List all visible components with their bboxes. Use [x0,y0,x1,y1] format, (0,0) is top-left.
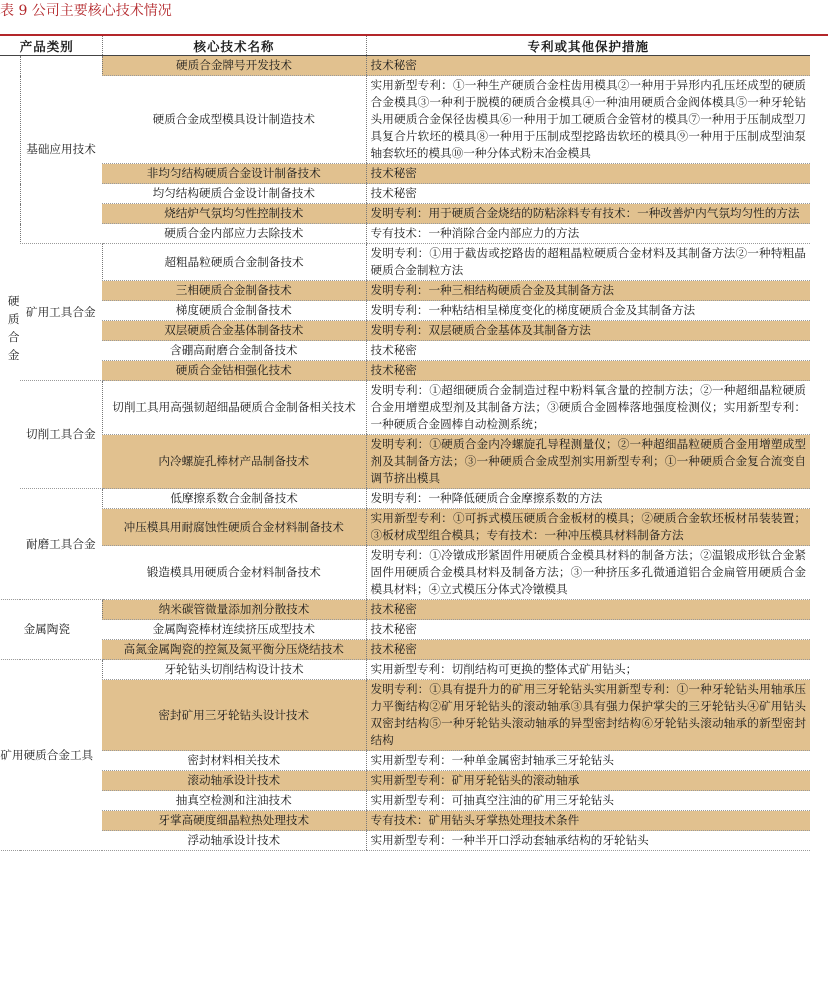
protection-cell: 实用新型专利：①一种生产硬质合金柱齿用模具②一种用于异形内孔压坯成型的硬质合金模具③一种利于脱模的硬质合金模具④一种油用硬质合金阀体模具⑤一种牙轮钻头用硬质合金保径齿模具⑥一种用于加工硬质合金管材的模具⑦一种用于压制成型刀具复合片软坯的模具⑧一种用于压制成型挖路齿软坯的模具⑨一种用于压制成型油泵轴套软坯的模具⑩一种分体式粉末冶金模具 [366,76,810,164]
header-product-category: 产品类别 [0,36,102,56]
protection-cell: 技术秘密 [366,164,810,184]
tech-name-cell: 冲压模具用耐腐蚀性硬质合金材料制备技术 [102,509,366,546]
table-row [0,164,810,184]
tech-name-cell: 含硼高耐磨合金制备技术 [102,341,366,361]
tech-name-cell: 非均匀结构硬质合金设计制备技术 [102,164,366,184]
table-row [0,509,810,546]
table-row [0,771,810,791]
category-label: 硬质合金 [7,293,20,362]
table-row [0,76,810,164]
tech-name-cell: 切削工具用高强韧超细晶硬质合金制备相关技术 [102,381,366,435]
table-row [0,361,810,381]
subcategory-cell: 耐磨工具合金 [20,489,102,600]
table-row [0,224,810,244]
tech-name-cell: 烧结炉气氛均匀性控制技术 [102,204,366,224]
protection-cell: 发明专利：一种降低硬质合金摩擦系数的方法 [366,489,810,509]
table-row [0,680,810,751]
table-caption: 表 9 公司主要核心技术情况 [0,3,172,19]
protection-cell: 实用新型专利：一种半开口浮动套轴承结构的牙轮钻头 [366,831,810,851]
protection-cell: 技术秘密 [366,341,810,361]
tech-name-cell: 牙轮钻头切削结构设计技术 [102,660,366,680]
tech-name-cell: 密封材料相关技术 [102,751,366,771]
table-row [0,184,810,204]
protection-cell: 技术秘密 [366,56,810,76]
protection-cell: 发明专利：用于硬质合金烧结的防粘涂料专有技术：一种改善炉内气氛均匀性的方法 [366,204,810,224]
protection-cell: 发明专利：双层硬质合金基体及其制备方法 [366,321,810,341]
protection-cell: 发明专利：①具有提升力的矿用三牙轮钻头实用新型专利：①一种牙轮钻头用轴承压力平衡结构②矿用牙轮钻头的滚动轴承③具有强力保护掌尖的三牙轮钻头④矿用钻头双密封结构⑤一种牙轮钻头滚动轴承的异型密封结构⑥牙轮钻头滚动轴承的新型密封结构 [366,680,810,751]
tech-name-cell: 三相硬质合金制备技术 [102,281,366,301]
tech-name-cell: 锻造模具用硬质合金材料制备技术 [102,546,366,600]
header-protection: 专利或其他保护措施 [366,36,810,56]
protection-cell: 实用新型专利：一种单金属密封轴承三牙轮钻头 [366,751,810,771]
table-row [0,244,810,281]
tech-name-cell: 双层硬质合金基体制备技术 [102,321,366,341]
table-body [0,56,810,851]
protection-cell: 发明专利：①用于截齿或挖路齿的超粗晶粒硬质合金材料及其制备方法②一种特粗晶硬质合金制粒方法 [366,244,810,281]
protection-cell: 发明专利：一种粘结相呈梯度变化的梯度硬质合金及其制备方法 [366,301,810,321]
tech-name-cell: 内冷螺旋孔棒材产品制备技术 [102,435,366,489]
core-tech-table [0,36,810,851]
protection-cell: 实用新型专利：①可拆式模压硬质合金板材的模具；②硬质合金软坯板材吊装装置；③板材成型组合模具；专有技术：一种冲压模具材料制备方法 [366,509,810,546]
tech-name-cell: 硬质合金钴相强化技术 [102,361,366,381]
protection-cell: 专有技术：矿用钻头牙掌热处理技术条件 [366,811,810,831]
category-cell: 矿用硬质合金工具 [0,660,102,851]
tech-name-cell: 低摩擦系数合金制备技术 [102,489,366,509]
tech-name-cell: 硬质合金内部应力去除技术 [102,224,366,244]
tech-name-cell: 均匀结构硬质合金设计制备技术 [102,184,366,204]
tech-name-cell: 滚动轴承设计技术 [102,771,366,791]
protection-cell: 技术秘密 [366,640,810,660]
table-row [0,620,810,640]
table-row [0,56,810,76]
subcategory-cell: 切削工具合金 [20,381,102,489]
table-row [0,811,810,831]
tech-name-cell: 抽真空检测和注油技术 [102,791,366,811]
table-row [0,660,810,680]
tech-name-cell: 浮动轴承设计技术 [102,831,366,851]
table-row [0,791,810,811]
table-row [0,321,810,341]
protection-cell: 发明专利：①冷镦成形紧固件用硬质合金模具材料的制备方法；②温锻成形钛合金紧固件用硬质合金模具材料及制备方法；③一种挤压多孔微通道铝合金扁管用硬质合金模具材料；④立式模压分体式冷镦模具 [366,546,810,600]
tech-name-cell: 牙掌高硬度细晶粒热处理技术 [102,811,366,831]
table-row [0,546,810,600]
tech-name-cell: 梯度硬质合金制备技术 [102,301,366,321]
protection-cell: 发明专利：一种三相结构硬质合金及其制备方法 [366,281,810,301]
tech-name-cell: 纳米碳管微量添加剂分散技术 [102,600,366,620]
table-row [0,831,810,851]
protection-cell: 发明专利：①超细硬质合金制造过程中粉料氧含量的控制方法；②一种超细晶粒硬质合金用增塑成型剂及其制备方法；③硬质合金圆棒落地强度检测仪；实用新型专利：一种硬质合金圆棒自动检测系统； [366,381,810,435]
protection-cell: 发明专利：①硬质合金内冷螺旋孔导程测量仪；②一种超细晶粒硬质合金用增塑成型剂及其制备方法；③一种硬质合金成型剂实用新型专利；①一种硬质合金复合流变自调节挤出模具 [366,435,810,489]
table-row [0,640,810,660]
category-cell: 金属陶瓷 [0,600,102,660]
tech-name-cell: 高氮金属陶瓷的控氮及氮平衡分压烧结技术 [102,640,366,660]
protection-cell: 技术秘密 [366,620,810,640]
protection-cell: 实用新型专利：切削结构可更换的整体式矿用钻头； [366,660,810,680]
subcategory-cell: 矿用工具合金 [20,244,102,381]
protection-cell: 专有技术：一种消除合金内部应力的方法 [366,224,810,244]
header-core-tech: 核心技术名称 [102,36,366,56]
table-row [0,751,810,771]
table-row [0,600,810,620]
category-cell [0,56,20,600]
tech-name-cell: 硬质合金成型模具设计制造技术 [102,76,366,164]
protection-cell: 技术秘密 [366,600,810,620]
protection-cell: 技术秘密 [366,184,810,204]
table-row [0,381,810,435]
tech-name-cell: 金属陶瓷棒材连续挤压成型技术 [102,620,366,640]
subcategory-cell: 基础应用技术 [20,56,102,244]
tech-name-cell: 密封矿用三牙轮钻头设计技术 [102,680,366,751]
header-row [0,36,810,56]
protection-cell: 技术秘密 [366,361,810,381]
protection-cell: 实用新型专利：矿用牙轮钻头的滚动轴承 [366,771,810,791]
table-row [0,341,810,361]
tech-name-cell: 超粗晶粒硬质合金制备技术 [102,244,366,281]
table-row [0,204,810,224]
table-row [0,489,810,509]
protection-cell: 实用新型专利：可抽真空注油的矿用三牙轮钻头 [366,791,810,811]
tech-name-cell: 硬质合金牌号开发技术 [102,56,366,76]
table-row [0,435,810,489]
table-row [0,301,810,321]
table-row [0,281,810,301]
